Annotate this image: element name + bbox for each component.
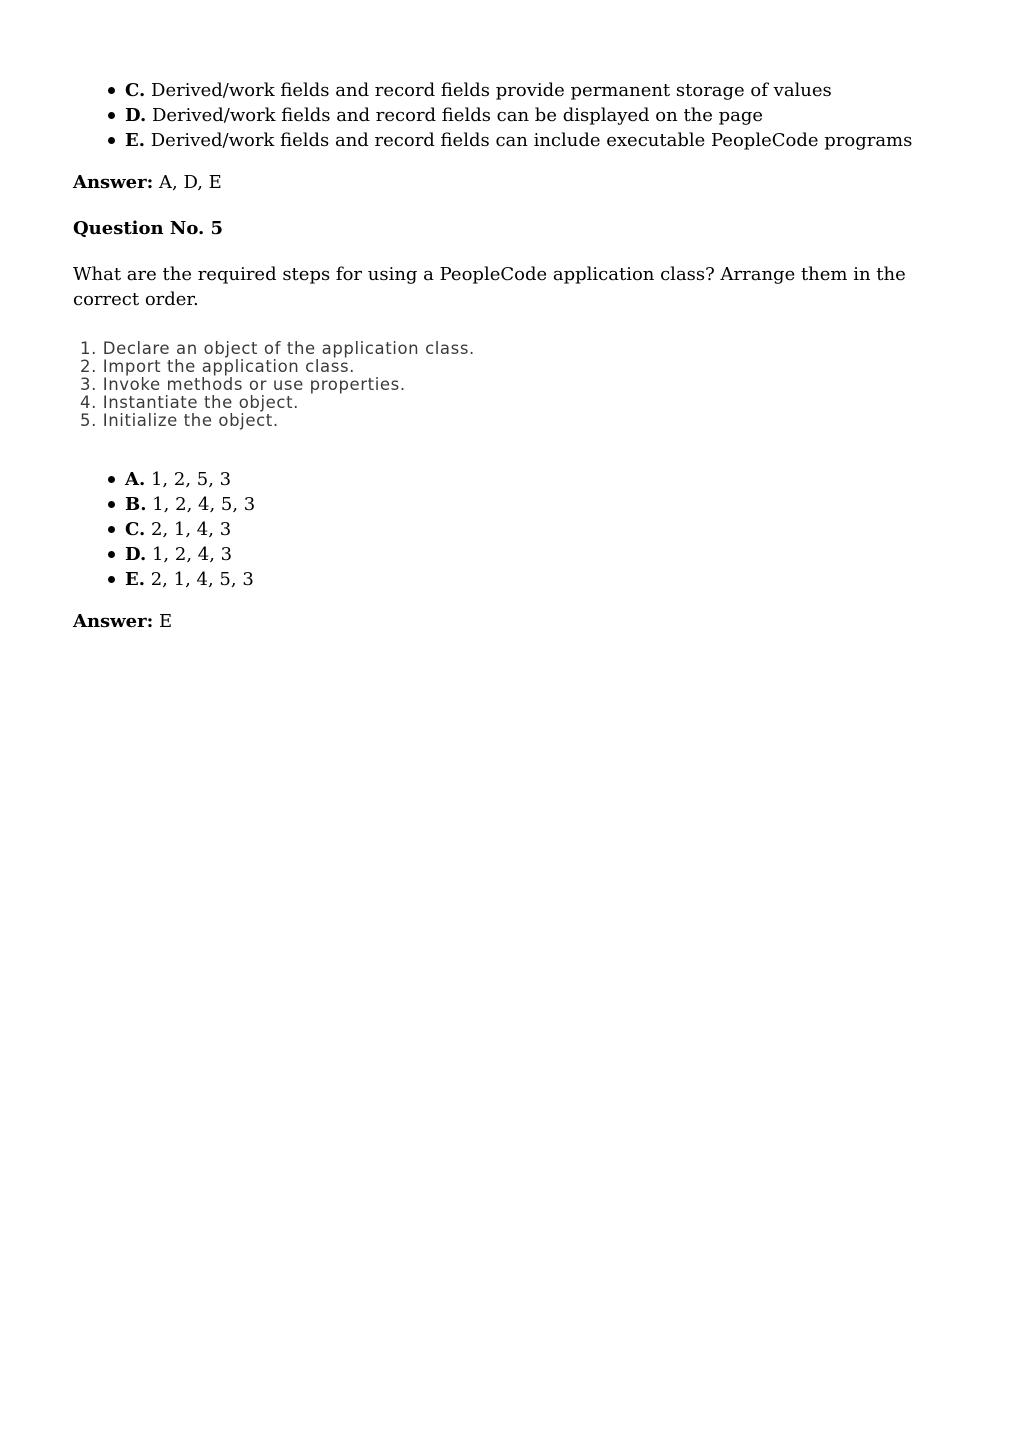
prev-question-answer xyxy=(73,170,222,195)
option-a xyxy=(73,467,255,492)
option-text: Derived/work fields and record fields can include executable PeopleCode programs xyxy=(150,130,913,151)
option-b xyxy=(73,492,255,517)
step-item: 2. Import the application class. xyxy=(80,357,355,376)
option-text: 1, 2, 4, 3 xyxy=(151,544,233,565)
option-text: Derived/work fields and record fields can be displayed on the page xyxy=(151,105,764,126)
bullet-icon xyxy=(108,112,115,119)
question-title: Question No. 5 xyxy=(73,218,224,239)
option-text: 1, 2, 4, 5, 3 xyxy=(152,494,256,515)
option-letter: D. xyxy=(125,105,147,126)
option-c xyxy=(73,78,912,103)
option-d xyxy=(73,542,255,567)
bullet-icon xyxy=(108,137,115,144)
option-letter: C. xyxy=(125,519,146,540)
option-letter: B. xyxy=(125,494,147,515)
step-item: 4. Instantiate the object. xyxy=(80,393,299,412)
steps-image xyxy=(80,340,475,430)
option-text: 2, 1, 4, 3 xyxy=(151,519,232,540)
option-text: Derived/work fields and record fields provide permanent storage of values xyxy=(151,80,832,101)
question-text: What are the required steps for using a PeopleCode application class? Arrange them in the correct order. xyxy=(73,264,906,310)
option-e xyxy=(73,128,912,153)
bullet-icon xyxy=(108,476,115,483)
answer-label: Answer: xyxy=(73,172,154,193)
answer-value: A, D, E xyxy=(159,172,222,193)
option-letter: C. xyxy=(125,80,146,101)
step-item: 3. Invoke methods or use properties. xyxy=(80,375,406,394)
question-options xyxy=(73,467,255,592)
bullet-icon xyxy=(108,87,115,94)
option-letter: E. xyxy=(125,130,145,151)
answer-value: E xyxy=(159,611,173,632)
option-letter: D. xyxy=(125,544,147,565)
bullet-icon xyxy=(108,551,115,558)
option-text: 2, 1, 4, 5, 3 xyxy=(150,569,254,590)
option-e xyxy=(73,567,255,592)
answer-label: Answer: xyxy=(73,611,154,632)
step-item: 1. Declare an object of the application class. xyxy=(80,339,475,358)
option-text: 1, 2, 5, 3 xyxy=(150,469,232,490)
option-c xyxy=(73,517,255,542)
step-item: 5. Initialize the object. xyxy=(80,411,279,430)
option-letter: A. xyxy=(125,469,146,490)
option-letter: E. xyxy=(125,569,145,590)
prev-question-options xyxy=(73,78,912,153)
bullet-icon xyxy=(108,576,115,583)
bullet-icon xyxy=(108,526,115,533)
option-d xyxy=(73,103,912,128)
question-answer xyxy=(73,609,172,634)
bullet-icon xyxy=(108,501,115,508)
